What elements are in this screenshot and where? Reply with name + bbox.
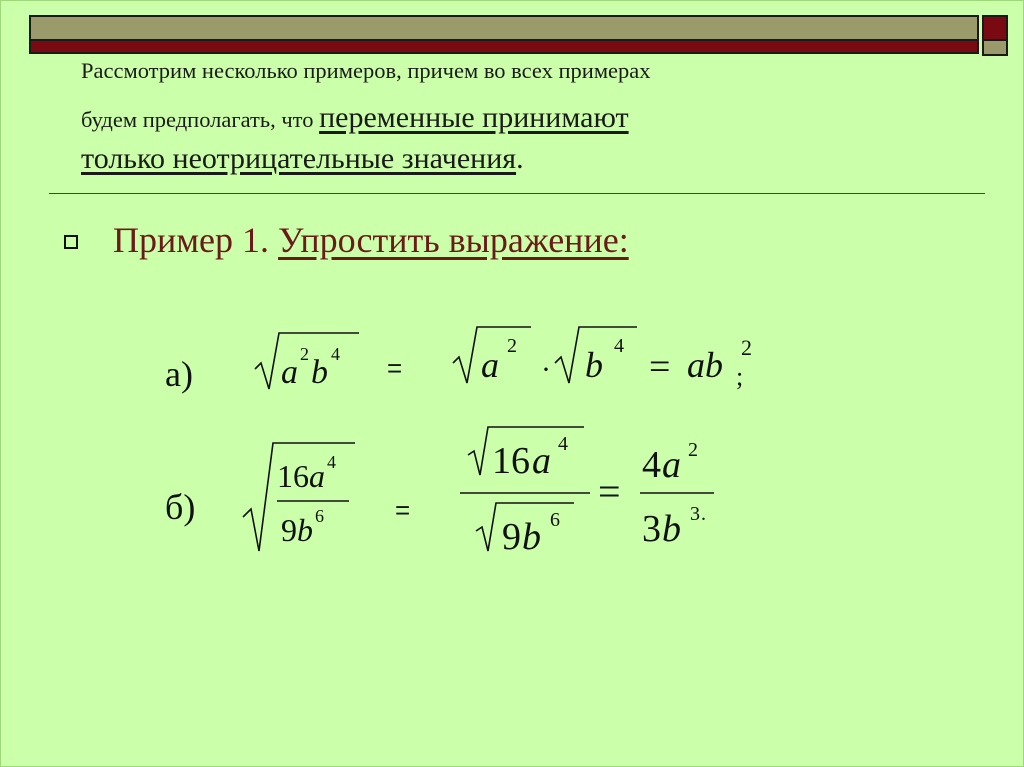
svg-text:·: ·	[541, 353, 551, 386]
svg-text:a: a	[281, 354, 298, 391]
svg-text:a: a	[532, 440, 551, 482]
svg-text:;: ;	[736, 362, 744, 391]
intro-line-3	[81, 142, 524, 176]
intro-line-1: Рассмотрим несколько примеров, причем во всех примерах	[81, 58, 651, 83]
svg-text:b: b	[585, 345, 603, 385]
square-bullet-icon	[64, 235, 78, 249]
svg-text:2: 2	[300, 344, 309, 364]
svg-text:a: a	[481, 345, 499, 385]
svg-text:a: a	[309, 458, 325, 494]
intro-line-2-prefix: будем предполагать, что	[81, 107, 320, 132]
svg-text:b: b	[297, 512, 313, 548]
svg-text:2: 2	[688, 439, 698, 461]
svg-text:b: b	[662, 508, 681, 550]
svg-text:3: 3	[690, 503, 700, 525]
svg-text:6: 6	[315, 506, 324, 526]
example-b-lhs	[239, 439, 364, 557]
svg-text:9: 9	[281, 512, 297, 548]
header-square-olive	[982, 41, 1008, 56]
svg-text:4: 4	[331, 344, 340, 364]
svg-text:9: 9	[502, 516, 521, 558]
intro-line-2	[81, 101, 629, 135]
heading-task: Упростить выражение:	[278, 220, 629, 260]
svg-text:.: .	[701, 503, 706, 525]
example-b-equals: =	[395, 495, 411, 525]
svg-text:4: 4	[327, 452, 336, 472]
svg-text:16: 16	[492, 440, 530, 482]
svg-text:a: a	[662, 444, 681, 486]
svg-text:16: 16	[277, 458, 309, 494]
header-square-maroon	[982, 15, 1008, 41]
svg-text:b: b	[522, 516, 541, 558]
svg-text:b: b	[311, 354, 328, 391]
svg-text:3: 3	[642, 508, 661, 550]
header-bar-maroon	[29, 41, 979, 54]
svg-text:4: 4	[614, 335, 624, 357]
example-heading	[113, 219, 629, 261]
example-a-equals: =	[387, 353, 403, 383]
svg-text:=: =	[598, 469, 621, 514]
svg-text:4: 4	[558, 433, 568, 455]
svg-text:=: =	[649, 346, 671, 388]
svg-text:2: 2	[741, 335, 752, 360]
intro-emphasis-variables: переменные принимают	[319, 101, 629, 134]
intro-emphasis-nonnegative: только неотрицательные значения	[81, 142, 517, 175]
divider-line	[49, 193, 985, 194]
example-b-rhs	[456, 423, 726, 565]
example-a-label: а)	[165, 354, 193, 394]
header-bar-olive	[29, 15, 979, 41]
svg-text:6: 6	[550, 509, 560, 531]
heading-prefix: Пример 1.	[113, 220, 279, 260]
intro-line-3-suffix: .	[516, 142, 524, 175]
svg-text:2: 2	[507, 335, 517, 357]
example-b-label: б)	[165, 487, 196, 527]
svg-text:ab: ab	[687, 345, 723, 385]
example-a-lhs	[249, 327, 369, 393]
example-a-rhs	[447, 321, 777, 397]
svg-text:4: 4	[642, 444, 661, 486]
